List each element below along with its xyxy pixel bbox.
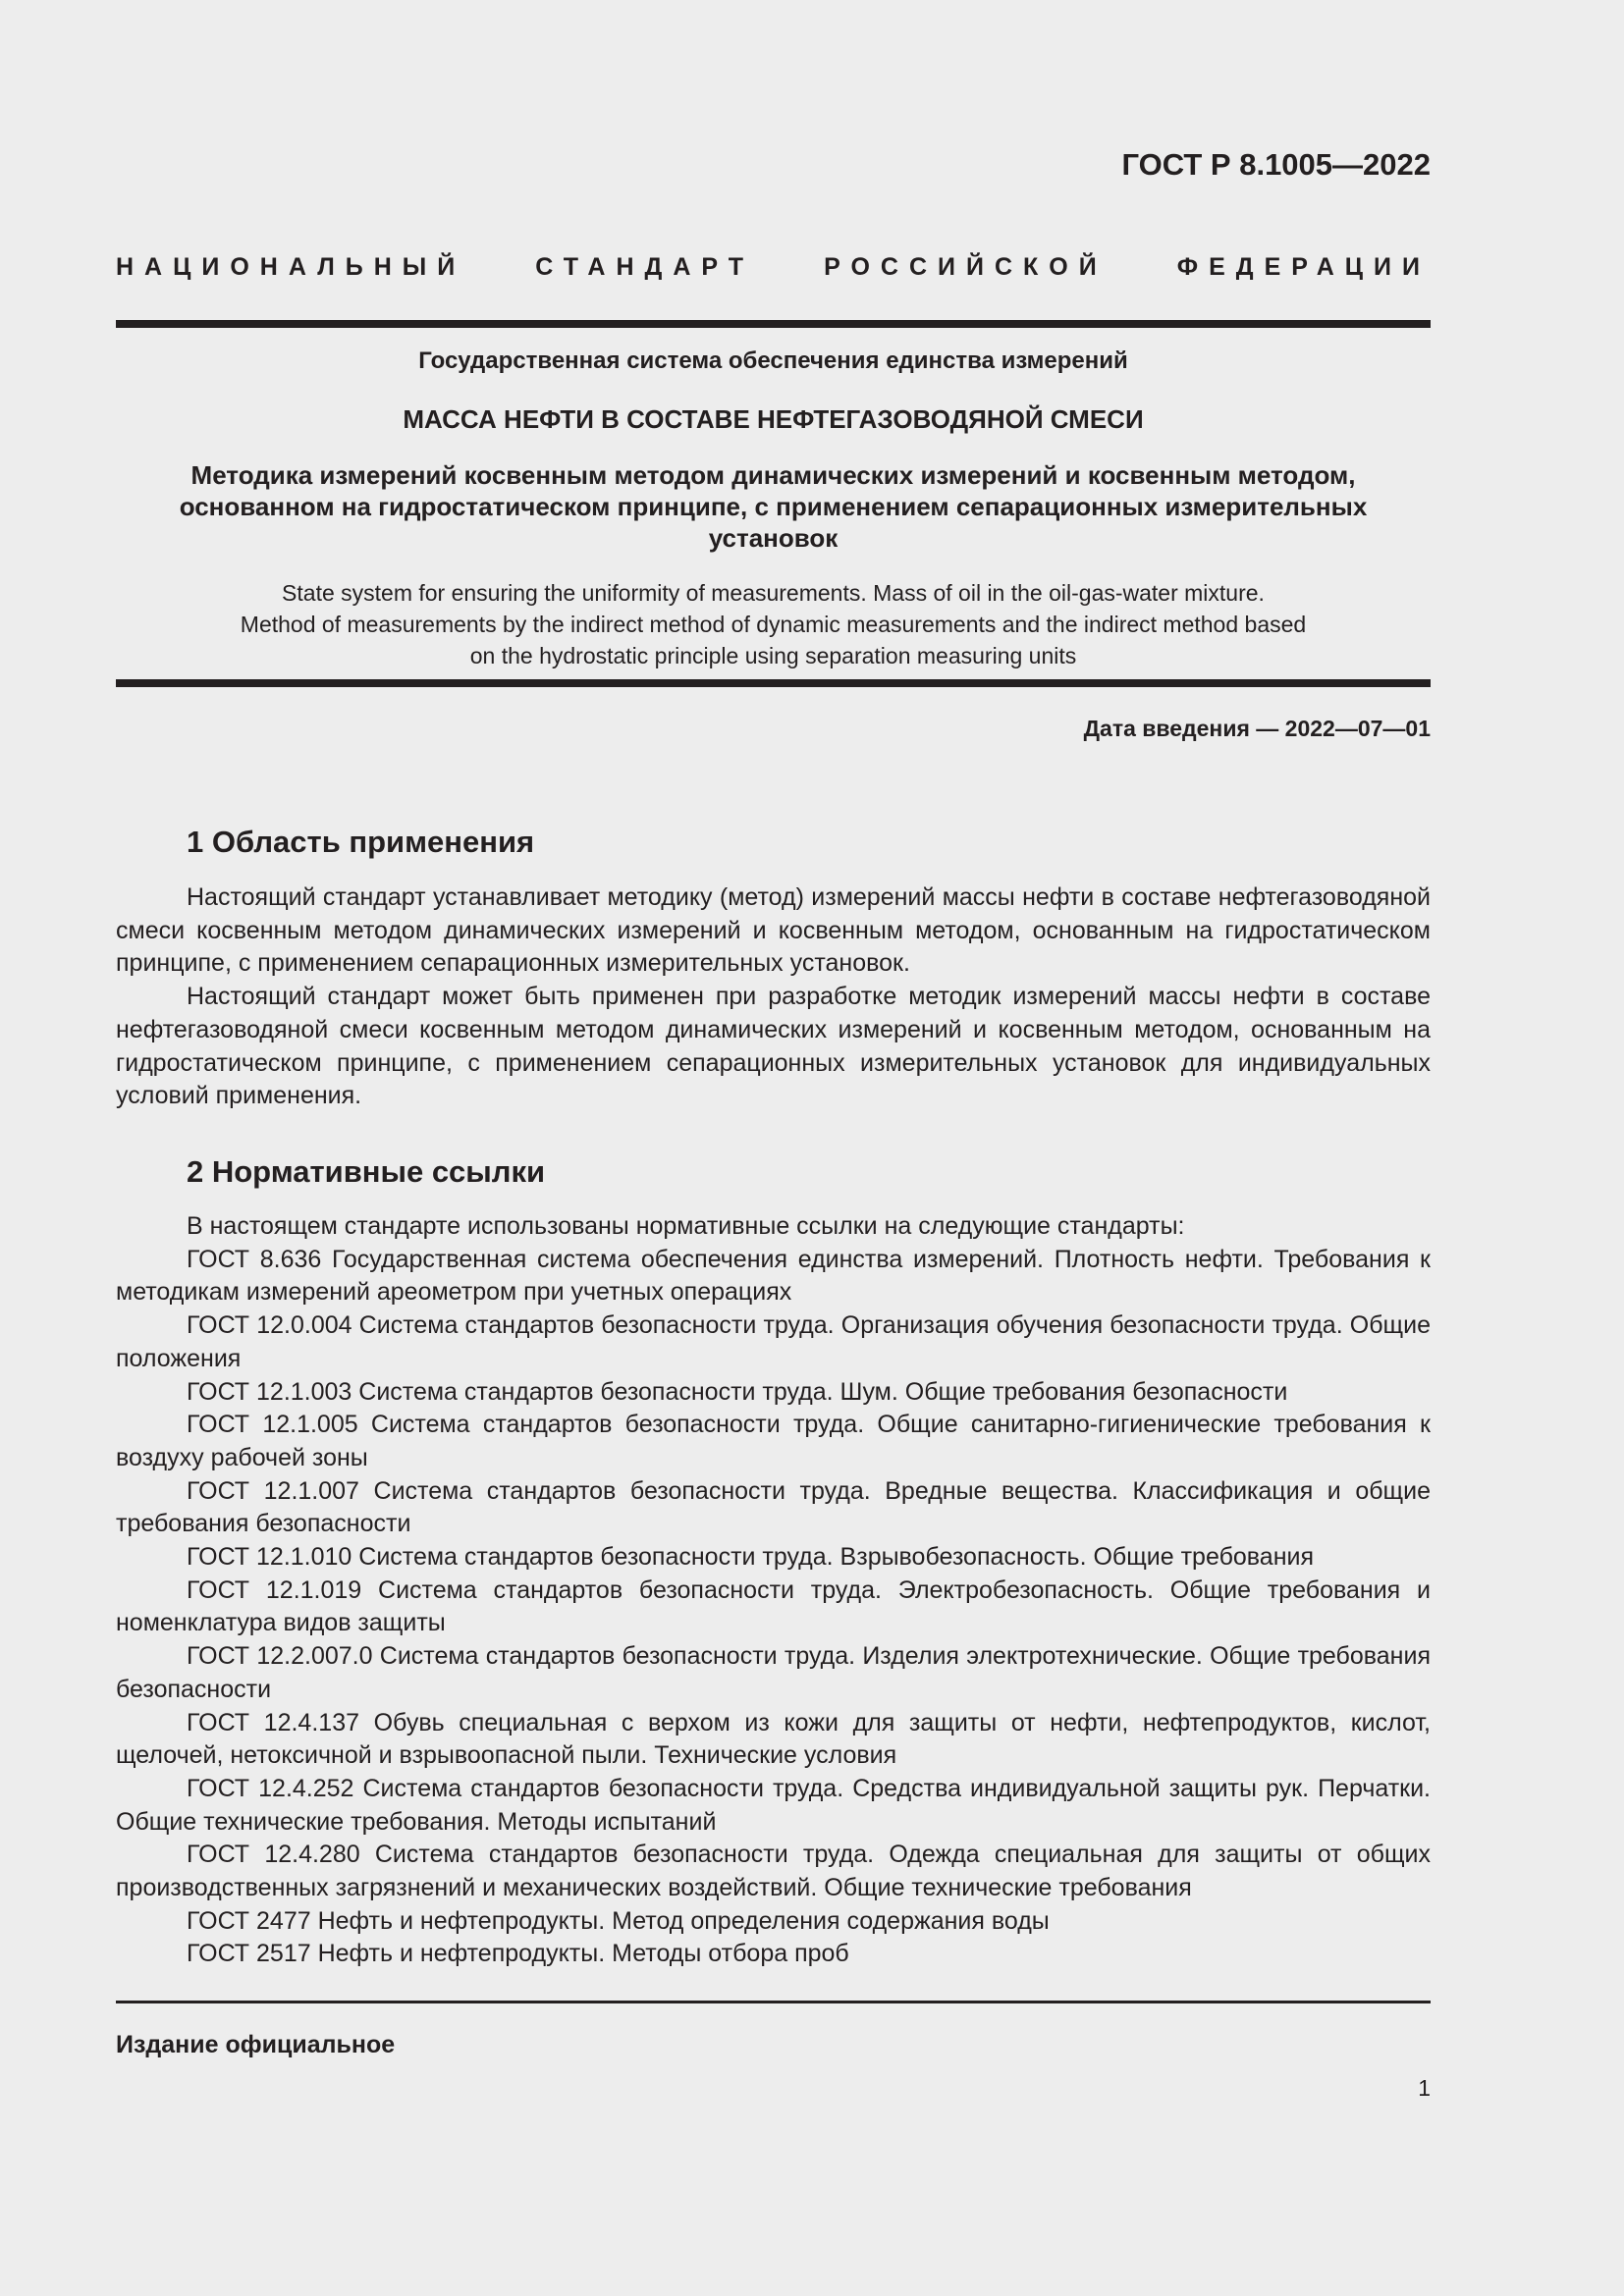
main-title: МАССА НЕФТИ В СОСТАВЕ НЕФТЕГАЗОВОДЯНОЙ СМЕСИ: [403, 404, 1144, 434]
english-title-line: State system for ensuring the uniformity of measurements. Mass of oil in the oil-gas-water mixture.: [282, 580, 1265, 606]
english-title-line: Method of measurements by the indirect method of dynamic measurements and the indirect method based: [240, 612, 1307, 637]
reference-item: ГОСТ 12.1.010 Система стандартов безопасности труда. Взрывобезопасность. Общие требования: [187, 1543, 1315, 1572]
footer-rule: [116, 2001, 1431, 2003]
section-heading-normative-references: 2 Нормативные ссылки: [187, 1154, 546, 1189]
reference-item: ГОСТ 12.2.007.0 Система стандартов безопасности труда. Изделия электротехнические. Общие требования безопасности: [116, 1642, 1431, 1703]
reference-item: ГОСТ 12.4.137 Обувь специальная с верхом из кожи для защиты от нефти, нефтепродуктов, кислот, щелочей, нетоксичной и взрывоопасной пыли. Технические условия: [116, 1708, 1431, 1770]
english-title-line: on the hydrostatic principle using separation measuring units: [469, 643, 1077, 668]
document-number: ГОСТ Р 8.1005—2022: [1121, 147, 1431, 182]
reference-item: ГОСТ 12.4.280 Система стандартов безопасности труда. Одежда специальная для защиты от общих производственных загрязнений и механических воздействий. Общие технические требования: [116, 1841, 1431, 1902]
system-title: Государственная система обеспечения единства измерений: [418, 347, 1128, 374]
reference-item: ГОСТ 12.1.005 Система стандартов безопасности труда. Общие санитарно-гигиенические требования к воздуху рабочей зоны: [116, 1411, 1431, 1471]
paragraph: Настоящий стандарт может быть применен при разработке методик измерений массы нефти в составе нефтегазоводяной смеси косвенным методом динамических измерений и косвенным методом, основанным на гидростатическом принципе, с применением сепарационных измерительных установок для индивидуальных условий применения.: [116, 983, 1431, 1110]
title-rule-top: [116, 320, 1431, 328]
reference-item: ГОСТ 12.1.019 Система стандартов безопасности труда. Электробезопасность. Общие требования и номенклатура видов защиты: [116, 1575, 1431, 1637]
reference-item: ГОСТ 2517 Нефть и нефтепродукты. Методы отбора проб: [187, 1940, 849, 1968]
reference-item: ГОСТ 12.1.003 Система стандартов безопасности труда. Шум. Общие требования безопасности: [187, 1377, 1288, 1406]
reference-item: ГОСТ 12.1.007 Система стандартов безопасности труда. Вредные вещества. Классификация и общие требования безопасности: [116, 1476, 1431, 1538]
section-body-scope: [116, 881, 1431, 1113]
reference-item: ГОСТ 2477 Нефть и нефтепродукты. Метод определения содержания воды: [187, 1906, 1050, 1935]
english-title: [116, 577, 1431, 671]
paragraph: Настоящий стандарт устанавливает методику (метод) измерений массы нефти в составе нефтегазоводяной смеси косвенным методом динамических измерений и косвенным методом, основанным на гидростатическом принципе, с применением сепарационных измерительных установок.: [116, 883, 1431, 978]
paragraph: В настоящем стандарте использованы нормативные ссылки на следующие стандарты:: [187, 1212, 1185, 1240]
official-edition-label: Издание официальное: [116, 2031, 396, 2058]
section-body-normative-references: [116, 1210, 1431, 1971]
reference-item: ГОСТ 8.636 Государственная система обеспечения единства измерений. Плотность нефти. Требования к методикам измерений ареометром при учетных операциях: [116, 1245, 1431, 1307]
section-heading-scope: 1 Область применения: [187, 825, 535, 859]
document-subtitle: Методика измерений косвенным методом динамических измерений и косвенным методом, основанном на гидростатическом принципе, с применением сепарационных измерительных установок: [179, 460, 1368, 553]
introduction-date: Дата введения — 2022—07—01: [1083, 716, 1431, 741]
page-number: 1: [1418, 2075, 1431, 2101]
reference-item: ГОСТ 12.4.252 Система стандартов безопасности труда. Средства индивидуальной защиты рук. Перчатки. Общие технические требования. Методы испытаний: [116, 1774, 1431, 1836]
reference-item: ГОСТ 12.0.004 Система стандартов безопасности труда. Организация обучения безопасности труда. Общие положения: [116, 1311, 1431, 1372]
title-rule-bottom: [116, 679, 1431, 687]
national-standard-banner: НАЦИОНАЛЬНЫЙ СТАНДАРТ РОССИЙСКОЙ ФЕДЕРАЦИИ: [116, 253, 1431, 281]
